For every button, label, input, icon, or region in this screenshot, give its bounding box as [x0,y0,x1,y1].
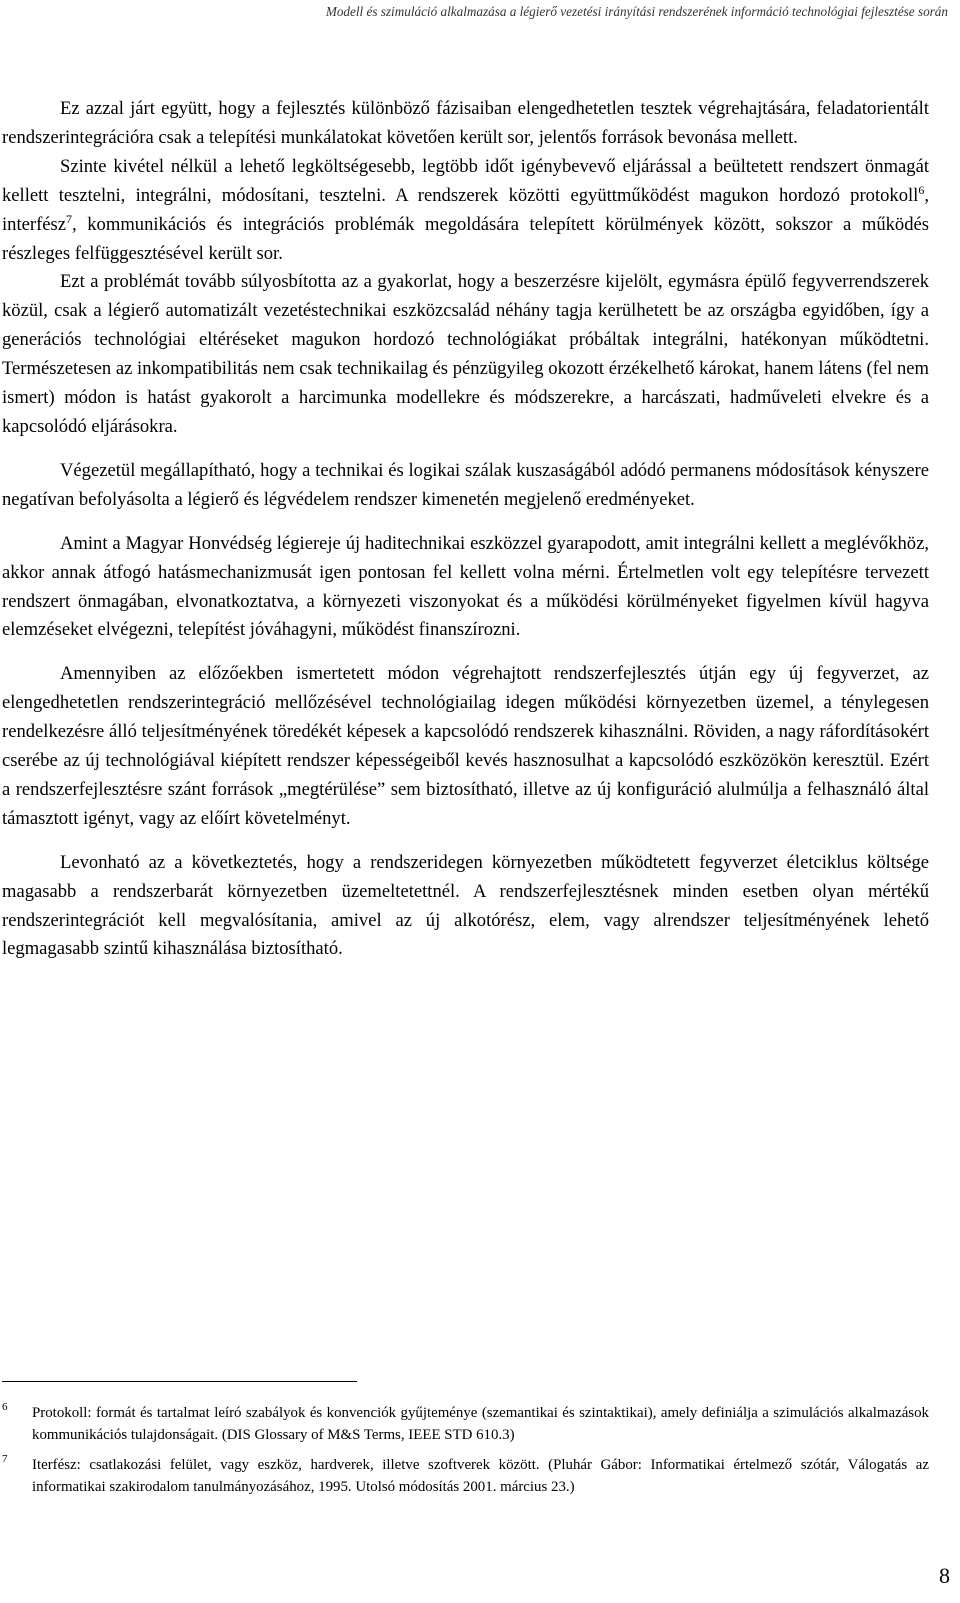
footnotes [2,1402,929,1506]
footnote-text: Protokoll: formát és tartalmat leíró szabályok és konvenciók gyűjteménye (szemantikai és szintaktikai), amely definiálja a szimulációs alkalmazások kommunikációs tulajdonságait. (DIS Glossary of M&S Terms, IEEE STD 610.3) [32,1405,929,1443]
paragraph-1: Ez azzal járt együtt, hogy a fejlesztés különböző fázisaiban elengedhetetlen tesztek végrehajtására, feladatorientált rendszerintegrációra csak a telepítési munkálatokat követően került sor, jelentős források bevonása mellett. [2,98,929,148]
paragraph-2 [2,153,929,269]
paragraph-5: Amint a Magyar Honvédség légiereje új haditechnikai eszközzel gyarapodott, amit integrálni kellett a meglévőkhöz, akkor annak átfogó hatásmechanizmusát igen pontosan fel kellett volna mérni. Értelmetlen volt egy telepítésre tervezett rendszert önmagában, elvonatkoztatva, a környezeti viszonyokat és a működési körülményeket figyelmen kívül hagyva elemzéseket elvégezni, telepítést jóváhagyni, működést finanszírozni. [2,532,929,641]
paragraph-2-part-a: Szinte kivétel nélkül a lehető legköltségesebb, legtöbb időt igénybevevő eljárással a beültetett rendszert önmagát kellett tesztelni, integrálni, módosítani, tesztelni. A rendszerek közötti együttműködést magukon hordozó protokoll [2,155,929,206]
footnote-text: Iterfész: csatlakozási felület, vagy eszköz, hardverek, illetve szoftverek között. (Pluhár Gábor: Informatikai értelmező szótár, Válogatás az informatikai szakirodalom tanulmányozásához, 1995. Utolsó módosítás 2001. március 23.) [32,1457,929,1495]
body-text [2,95,929,964]
paragraph-3: Ezt a problémát tovább súlyosbította az a gyakorlat, hogy a beszerzésre kijelölt, egymásra épülő fegyverrendszerek közül, csak a légierő automatizált vezetéstechnikai eszközcsalád néhány tagja kerülhetett be az országba egyidőben, így a generációs technológiai eltéréseket magukon hordozó technológiákat próbáltak integrálni, hatékonyan működtetni. Természetesen az inkompatibilitás nem csak technikailag és pénzügyileg okozott érzékelhető károkat, hanem látens (fel nem ismert) módon is hatást gyakorolt a harcimunka modellekre és módszerekre, a harcászati, hadműveleti elvekre és a kapcsolódó eljárásokra. [2,271,929,437]
footnote-number: 6 [2,1401,8,1413]
page-number: 8 [939,1563,950,1588]
footnote-number: 7 [2,1453,8,1465]
paragraph-6: Amennyiben az előzőekben ismertetett módon végrehajtott rendszerfejlesztés útján egy új fegyverzet, az elengedhetetlen rendszerintegráció mellőzésével technológiailag idegen működési környezetben üzemel, a ténylegesen rendelkezésre álló teljesítményének töredékét képesek a kapcsolódó rendszerek kihasználni. Röviden, a nagy ráfordításokért cserébe az új technológiával kiépített rendszer képességeiből kevés hasznosulhat a kapcsolódó eszközökön keresztül. Ezért a rendszerfejlesztésre szánt források „megtérülése” sem biztosítható, illetve az új konfiguráció alulmúlja a felhasználó által támasztott igényt, vagy az előírt követelményt. [2,663,929,829]
paragraph-2-part-c: , kommunikációs és integrációs problémák megoldására telepített körülmények között, sokszor a működés részleges felfüggesztésével került sor. [2,213,929,264]
footnote-7 [2,1454,929,1498]
running-header: Modell és szimuláció alkalmazása a légierő vezetési irányítási rendszerének információ technológiai fejlesztése során [325,4,948,19]
paragraph-7: Levonható az a következtetés, hogy a rendszeridegen környezetben működtetett fegyverzet életciklus költsége magasabb a rendszerbarát környezetben üzemeltetettnél. A rendszerfejlesztésnek minden esetben olyan mértékű rendszerintegrációt kell megvalósítania, amivel az új alkotórész, elem, vagy alrendszer teljesítményének lehető legmagasabb szintű kihasználása biztosítható. [2,851,929,960]
paragraph-2-part-b: , interfész [2,184,929,235]
footnote-ref-6[interactable]: 6 [918,182,925,197]
footnote-ref-7[interactable]: 7 [66,211,73,226]
footnote-separator [2,1381,357,1382]
footnote-6 [2,1402,929,1446]
paragraph-4: Végezetül megállapítható, hogy a technikai és logikai szálak kuszaságából adódó permanens módosítások kényszere negatívan befolyásolta a légierő és légvédelem rendszer kimenetén megjelenő eredményeket. [2,459,929,510]
